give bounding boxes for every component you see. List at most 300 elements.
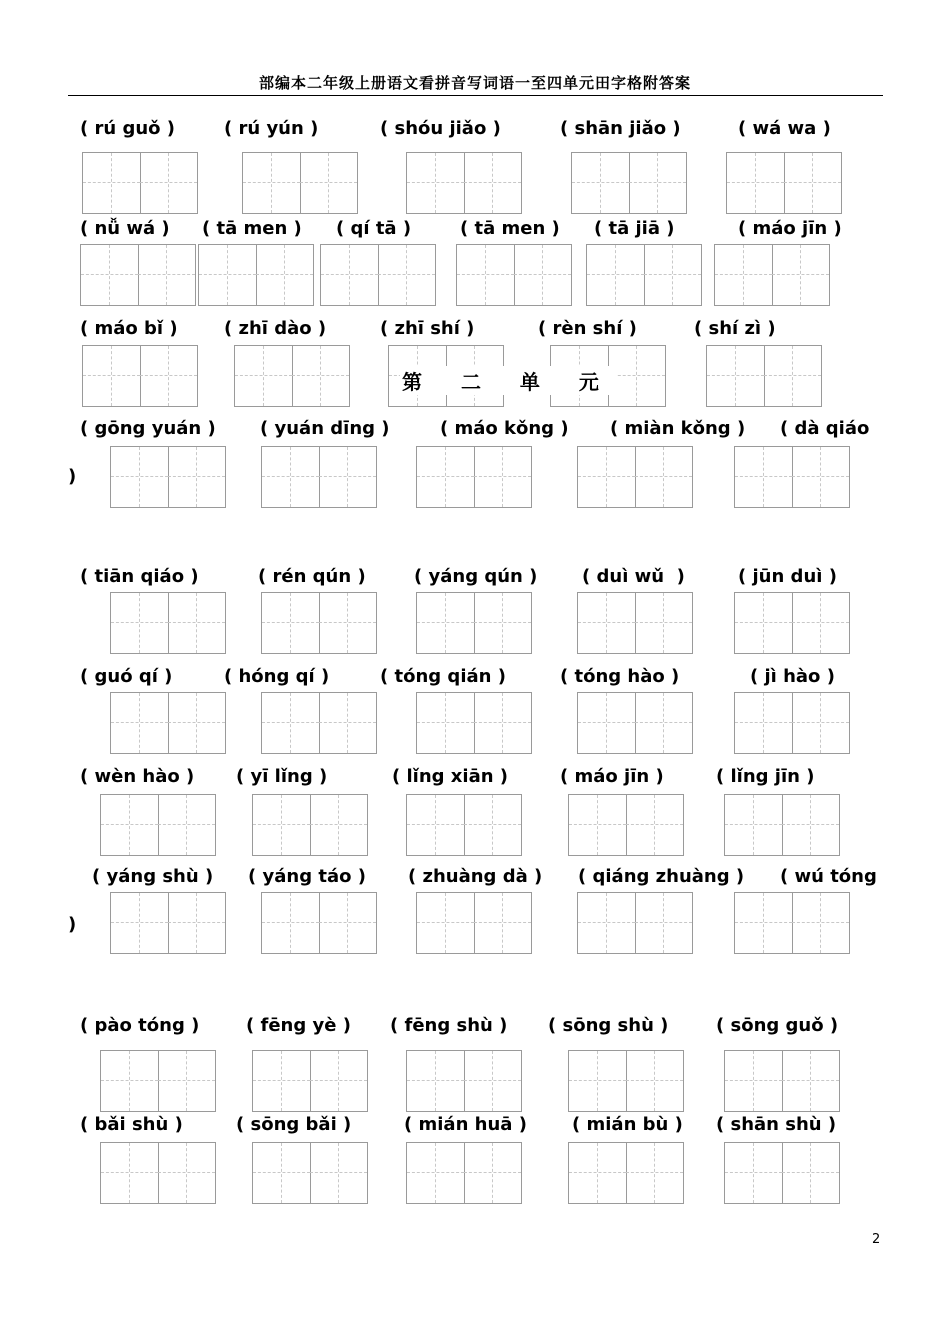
tianzige-answer-box[interactable] — [110, 592, 226, 654]
tianzige-answer-box[interactable] — [734, 692, 850, 754]
cell-guide-vertical — [271, 153, 272, 213]
tianzige-answer-box[interactable] — [82, 345, 198, 407]
character-cell[interactable] — [407, 1143, 465, 1203]
cell-guide-horizontal — [417, 722, 474, 723]
character-cell[interactable] — [310, 1051, 367, 1111]
cell-guide-horizontal — [199, 274, 256, 275]
cell-guide-horizontal — [417, 622, 474, 623]
character-cell[interactable] — [262, 593, 320, 653]
character-cell[interactable] — [310, 1143, 367, 1203]
cell-guide-vertical — [338, 795, 339, 855]
character-cell[interactable] — [111, 893, 169, 953]
character-cell[interactable] — [83, 346, 141, 406]
tianzige-answer-box[interactable] — [734, 446, 850, 508]
cell-guide-horizontal — [140, 375, 197, 376]
pinyin-prompt: ( yáng táo ) — [248, 866, 366, 887]
character-cell[interactable] — [464, 1143, 521, 1203]
cell-guide-vertical — [606, 593, 607, 653]
cell-guide-vertical — [810, 795, 811, 855]
character-cell[interactable] — [792, 447, 849, 507]
cell-guide-vertical — [139, 593, 140, 653]
cell-guide-horizontal — [235, 375, 292, 376]
character-cell[interactable] — [262, 693, 320, 753]
cell-guide-horizontal — [715, 274, 772, 275]
tianzige-answer-box[interactable] — [734, 592, 850, 654]
cell-guide-vertical — [290, 693, 291, 753]
character-cell[interactable] — [569, 1143, 627, 1203]
character-cell[interactable] — [715, 245, 773, 305]
character-cell[interactable] — [727, 153, 785, 213]
cell-guide-horizontal — [168, 922, 225, 923]
tianzige-answer-box[interactable] — [320, 244, 436, 306]
character-cell[interactable] — [735, 593, 793, 653]
tianzige-answer-box[interactable] — [577, 446, 693, 508]
tianzige-answer-box[interactable] — [406, 1050, 522, 1112]
tianzige-answer-box[interactable] — [261, 692, 377, 754]
tianzige-answer-box[interactable] — [252, 1142, 368, 1204]
cell-guide-horizontal — [158, 1080, 215, 1081]
character-cell[interactable] — [407, 1051, 465, 1111]
cell-guide-vertical — [600, 153, 601, 213]
character-cell[interactable] — [111, 593, 169, 653]
character-cell[interactable] — [782, 1143, 839, 1203]
cell-guide-vertical — [606, 447, 607, 507]
character-cell[interactable] — [792, 593, 849, 653]
character-cell[interactable] — [319, 893, 376, 953]
pinyin-prompt: ( sōng guǒ ) — [716, 1015, 839, 1036]
tianzige-answer-box[interactable] — [261, 592, 377, 654]
cell-guide-vertical — [492, 1051, 493, 1111]
tianzige-answer-box[interactable] — [100, 1142, 216, 1204]
character-cell[interactable] — [578, 593, 636, 653]
tianzige-answer-box[interactable] — [586, 244, 702, 306]
character-cell[interactable] — [792, 893, 849, 953]
cell-guide-vertical — [445, 693, 446, 753]
character-cell[interactable] — [407, 153, 465, 213]
cell-guide-vertical — [435, 1051, 436, 1111]
cell-guide-horizontal — [81, 274, 138, 275]
character-cell[interactable] — [168, 593, 225, 653]
pinyin-prompt: ( duì wǔ ) — [582, 566, 685, 587]
pinyin-prompt: ( tā men ) — [460, 218, 560, 239]
cell-guide-vertical — [186, 1051, 187, 1111]
cell-guide-vertical — [281, 1051, 282, 1111]
character-cell[interactable] — [792, 693, 849, 753]
pinyin-prompt: ( tóng qián ) — [380, 666, 506, 687]
character-cell[interactable] — [569, 795, 627, 855]
tianzige-answer-box[interactable] — [80, 244, 196, 306]
cell-guide-horizontal — [635, 622, 692, 623]
cell-guide-vertical — [636, 346, 637, 406]
tianzige-answer-box[interactable] — [416, 692, 532, 754]
character-cell[interactable] — [464, 795, 521, 855]
character-cell[interactable] — [725, 1143, 783, 1203]
cell-guide-horizontal — [417, 476, 474, 477]
pinyin-prompt: ( yī lǐng ) — [236, 766, 328, 787]
character-cell[interactable] — [83, 153, 141, 213]
cell-guide-horizontal — [83, 375, 140, 376]
cell-guide-vertical — [812, 153, 813, 213]
pinyin-prompt: ( fēng shù ) — [390, 1015, 508, 1036]
cell-guide-vertical — [492, 153, 493, 213]
cell-guide-horizontal — [292, 375, 349, 376]
character-cell[interactable] — [101, 1143, 159, 1203]
character-cell[interactable] — [629, 153, 686, 213]
character-cell[interactable] — [707, 346, 765, 406]
cell-guide-horizontal — [772, 274, 829, 275]
cell-guide-vertical — [168, 346, 169, 406]
cell-guide-vertical — [820, 593, 821, 653]
cell-guide-vertical — [129, 795, 130, 855]
pinyin-prompt: ( miàn kǒng ) — [610, 418, 746, 439]
tianzige-answer-box[interactable] — [456, 244, 572, 306]
character-cell[interactable] — [262, 893, 320, 953]
tianzige-answer-box[interactable] — [261, 892, 377, 954]
cell-guide-vertical — [485, 245, 486, 305]
tianzige-answer-box[interactable] — [198, 244, 314, 306]
cell-guide-horizontal — [111, 476, 168, 477]
tianzige-answer-box[interactable] — [242, 152, 358, 214]
cell-guide-horizontal — [626, 824, 683, 825]
character-cell[interactable] — [635, 893, 692, 953]
cell-guide-vertical — [735, 346, 736, 406]
pinyin-prompt: ( tiān qiáo ) — [80, 566, 199, 587]
character-cell[interactable] — [101, 1051, 159, 1111]
cell-guide-horizontal — [407, 1172, 464, 1173]
cell-guide-horizontal — [626, 1080, 683, 1081]
character-cell[interactable] — [772, 245, 829, 305]
pinyin-prompt: ( hóng qí ) — [224, 666, 330, 687]
tianzige-answer-box[interactable] — [416, 446, 532, 508]
character-cell[interactable] — [735, 893, 793, 953]
character-cell[interactable] — [256, 245, 313, 305]
cell-guide-vertical — [406, 245, 407, 305]
cell-guide-vertical — [502, 693, 503, 753]
cell-guide-horizontal — [300, 182, 357, 183]
pinyin-prompt: ( rú yún ) — [224, 118, 319, 139]
tianzige-answer-box[interactable] — [110, 892, 226, 954]
character-cell[interactable] — [782, 1051, 839, 1111]
tianzige-answer-box[interactable] — [724, 1142, 840, 1204]
pinyin-prompt: ( qiáng zhuàng ) — [578, 866, 745, 887]
character-cell[interactable] — [378, 245, 435, 305]
cell-guide-horizontal — [101, 824, 158, 825]
tianzige-answer-box[interactable] — [406, 794, 522, 856]
cell-guide-vertical — [743, 245, 744, 305]
cell-guide-horizontal — [635, 476, 692, 477]
cell-guide-horizontal — [635, 922, 692, 923]
character-cell[interactable] — [474, 893, 531, 953]
cell-guide-vertical — [109, 245, 110, 305]
character-cell[interactable] — [417, 447, 475, 507]
character-cell[interactable] — [417, 593, 475, 653]
character-cell[interactable] — [310, 795, 367, 855]
cell-guide-vertical — [654, 1051, 655, 1111]
cell-guide-vertical — [663, 447, 664, 507]
cell-guide-vertical — [196, 593, 197, 653]
cell-guide-horizontal — [417, 922, 474, 923]
character-cell[interactable] — [474, 693, 531, 753]
character-cell[interactable] — [735, 693, 793, 753]
cell-guide-vertical — [654, 795, 655, 855]
pinyin-prompt: ( mián bù ) — [572, 1114, 683, 1135]
cell-guide-vertical — [654, 1143, 655, 1203]
pinyin-prompt: ( zhī shí ) — [380, 318, 475, 339]
cell-guide-vertical — [186, 795, 187, 855]
character-cell[interactable] — [572, 153, 630, 213]
character-cell[interactable] — [158, 1143, 215, 1203]
character-cell[interactable] — [321, 245, 379, 305]
tianzige-answer-box[interactable] — [568, 794, 684, 856]
cell-guide-horizontal — [474, 922, 531, 923]
tianzige-answer-box[interactable] — [726, 152, 842, 214]
character-cell[interactable] — [199, 245, 257, 305]
cell-guide-horizontal — [626, 1172, 683, 1173]
cell-guide-horizontal — [474, 622, 531, 623]
cell-guide-vertical — [435, 795, 436, 855]
cell-guide-horizontal — [782, 1172, 839, 1173]
cell-guide-vertical — [328, 153, 329, 213]
character-cell[interactable] — [319, 693, 376, 753]
character-cell[interactable] — [474, 447, 531, 507]
pinyin-prompt: ( wèn hào ) — [80, 766, 195, 787]
pinyin-prompt: ( lǐng jīn ) — [716, 766, 815, 787]
character-cell[interactable] — [319, 593, 376, 653]
tianzige-answer-box[interactable] — [82, 152, 198, 214]
character-cell[interactable] — [253, 1051, 311, 1111]
character-cell[interactable] — [635, 693, 692, 753]
tianzige-answer-box[interactable] — [734, 892, 850, 954]
character-cell[interactable] — [644, 245, 701, 305]
cell-guide-vertical — [763, 447, 764, 507]
cell-guide-vertical — [347, 693, 348, 753]
character-cell[interactable] — [138, 245, 195, 305]
cell-guide-horizontal — [569, 824, 626, 825]
cell-guide-horizontal — [569, 1172, 626, 1173]
tianzige-answer-box[interactable] — [252, 1050, 368, 1112]
tianzige-answer-box[interactable] — [706, 345, 822, 407]
pinyin-prompt: ( fēng yè ) — [246, 1015, 351, 1036]
cell-guide-horizontal — [792, 922, 849, 923]
tianzige-answer-box[interactable] — [252, 794, 368, 856]
cell-guide-horizontal — [725, 1172, 782, 1173]
character-cell[interactable] — [158, 1051, 215, 1111]
character-cell[interactable] — [407, 795, 465, 855]
character-cell[interactable] — [735, 447, 793, 507]
tianzige-answer-box[interactable] — [568, 1142, 684, 1204]
cell-guide-horizontal — [168, 722, 225, 723]
character-cell[interactable] — [319, 447, 376, 507]
pinyin-prompt: ( zhī dào ) — [224, 318, 327, 339]
character-cell[interactable] — [626, 1051, 683, 1111]
cell-guide-vertical — [753, 1051, 754, 1111]
tianzige-answer-box[interactable] — [234, 345, 350, 407]
character-cell[interactable] — [111, 447, 169, 507]
character-cell[interactable] — [417, 893, 475, 953]
cell-guide-vertical — [196, 693, 197, 753]
cell-guide-vertical — [168, 153, 169, 213]
pinyin-prompt: ( shān jiǎo ) — [560, 118, 681, 139]
cell-guide-horizontal — [569, 1080, 626, 1081]
cell-guide-vertical — [435, 153, 436, 213]
character-cell[interactable] — [782, 795, 839, 855]
tianzige-answer-box[interactable] — [416, 592, 532, 654]
cell-guide-vertical — [606, 693, 607, 753]
character-cell[interactable] — [464, 153, 521, 213]
character-cell[interactable] — [578, 693, 636, 753]
character-cell[interactable] — [764, 346, 821, 406]
pinyin-prompt: ( gōng yuán ) — [80, 418, 216, 439]
character-cell[interactable] — [101, 795, 159, 855]
character-cell[interactable] — [725, 795, 783, 855]
character-cell[interactable] — [457, 245, 515, 305]
cell-guide-horizontal — [735, 722, 792, 723]
character-cell[interactable] — [140, 153, 197, 213]
cell-guide-vertical — [492, 795, 493, 855]
character-cell[interactable] — [168, 693, 225, 753]
cell-guide-horizontal — [635, 722, 692, 723]
cell-guide-horizontal — [578, 722, 635, 723]
character-cell[interactable] — [578, 447, 636, 507]
cell-guide-vertical — [663, 593, 664, 653]
character-cell[interactable] — [587, 245, 645, 305]
cell-guide-vertical — [753, 1143, 754, 1203]
cell-guide-vertical — [196, 893, 197, 953]
cell-guide-horizontal — [378, 274, 435, 275]
cell-guide-horizontal — [310, 824, 367, 825]
character-cell[interactable] — [81, 245, 139, 305]
character-cell[interactable] — [474, 593, 531, 653]
cell-guide-vertical — [820, 447, 821, 507]
character-cell[interactable] — [168, 893, 225, 953]
cell-guide-vertical — [284, 245, 285, 305]
character-cell[interactable] — [168, 447, 225, 507]
character-cell[interactable] — [235, 346, 293, 406]
character-cell[interactable] — [464, 1051, 521, 1111]
cell-guide-horizontal — [725, 824, 782, 825]
cell-guide-vertical — [615, 245, 616, 305]
cell-guide-horizontal — [464, 824, 521, 825]
page-header: 部编本二年级上册语文看拼音写词语一至四单元田字格附答案 — [258, 74, 691, 92]
cell-guide-horizontal — [457, 274, 514, 275]
cell-guide-vertical — [139, 447, 140, 507]
character-cell[interactable] — [725, 1051, 783, 1111]
pinyin-prompt: ( qí tā ) — [336, 218, 412, 239]
character-cell[interactable] — [253, 1143, 311, 1203]
pinyin-prompt: ( wú tóng — [780, 866, 877, 887]
tianzige-answer-box[interactable] — [100, 1050, 216, 1112]
cell-guide-vertical — [445, 447, 446, 507]
pinyin-prompt: ( shóu jiǎo ) — [380, 118, 501, 139]
cell-guide-vertical — [763, 693, 764, 753]
cell-guide-vertical — [435, 1143, 436, 1203]
cell-guide-horizontal — [262, 722, 319, 723]
pinyin-prompt: ( bǎi shù ) — [80, 1114, 183, 1135]
character-cell[interactable] — [635, 447, 692, 507]
tianzige-answer-box[interactable] — [406, 152, 522, 214]
tianzige-answer-box[interactable] — [571, 152, 687, 214]
tianzige-answer-box[interactable] — [724, 1050, 840, 1112]
character-cell[interactable] — [140, 346, 197, 406]
cell-guide-vertical — [820, 893, 821, 953]
tianzige-answer-box[interactable] — [110, 446, 226, 508]
cell-guide-horizontal — [782, 1080, 839, 1081]
tianzige-answer-box[interactable] — [406, 1142, 522, 1204]
cell-guide-horizontal — [578, 922, 635, 923]
cell-guide-horizontal — [407, 182, 464, 183]
character-cell[interactable] — [158, 795, 215, 855]
tianzige-answer-box[interactable] — [100, 794, 216, 856]
character-cell[interactable] — [253, 795, 311, 855]
cell-guide-vertical — [111, 346, 112, 406]
tianzige-answer-box[interactable] — [110, 692, 226, 754]
tianzige-answer-box[interactable] — [714, 244, 830, 306]
cell-guide-vertical — [227, 245, 228, 305]
character-cell[interactable] — [784, 153, 841, 213]
pinyin-prompt: ( tā jiā ) — [594, 218, 675, 239]
cell-guide-vertical — [820, 693, 821, 753]
character-cell[interactable] — [262, 447, 320, 507]
cell-guide-vertical — [347, 893, 348, 953]
character-cell[interactable] — [243, 153, 301, 213]
tianzige-answer-box[interactable] — [577, 592, 693, 654]
tianzige-answer-box[interactable] — [724, 794, 840, 856]
cell-guide-vertical — [800, 245, 801, 305]
cell-guide-horizontal — [464, 182, 521, 183]
cell-guide-horizontal — [784, 182, 841, 183]
character-cell[interactable] — [626, 1143, 683, 1203]
cell-guide-horizontal — [101, 1172, 158, 1173]
cell-guide-vertical — [166, 245, 167, 305]
character-cell[interactable] — [626, 795, 683, 855]
cell-guide-horizontal — [243, 182, 300, 183]
cell-guide-horizontal — [319, 476, 376, 477]
cell-guide-vertical — [347, 447, 348, 507]
tianzige-answer-box[interactable] — [577, 892, 693, 954]
cell-guide-horizontal — [319, 722, 376, 723]
cell-guide-horizontal — [764, 375, 821, 376]
tianzige-answer-box[interactable] — [568, 1050, 684, 1112]
cell-guide-horizontal — [792, 476, 849, 477]
cell-guide-horizontal — [253, 1172, 310, 1173]
cell-guide-horizontal — [464, 1080, 521, 1081]
cell-guide-horizontal — [572, 182, 629, 183]
character-cell[interactable] — [292, 346, 349, 406]
character-cell[interactable] — [578, 893, 636, 953]
tianzige-answer-box[interactable] — [261, 446, 377, 508]
cell-guide-vertical — [139, 893, 140, 953]
tianzige-answer-box[interactable] — [416, 892, 532, 954]
pinyin-prompt: ( nǚ wá ) — [80, 218, 170, 239]
cell-guide-vertical — [542, 245, 543, 305]
character-cell[interactable] — [635, 593, 692, 653]
pinyin-prompt: ( yuán dīng ) — [260, 418, 390, 439]
pinyin-prompt: ( dà qiáo — [780, 418, 870, 439]
pinyin-prompt: ( jūn duì ) — [738, 566, 837, 587]
wrap-closer: ) — [68, 466, 77, 487]
character-cell[interactable] — [514, 245, 571, 305]
character-cell[interactable] — [300, 153, 357, 213]
character-cell[interactable] — [569, 1051, 627, 1111]
cell-guide-horizontal — [140, 182, 197, 183]
pinyin-prompt: ( shí zì ) — [694, 318, 776, 339]
cell-guide-horizontal — [158, 824, 215, 825]
character-cell[interactable] — [417, 693, 475, 753]
pinyin-prompt: ( zhuàng dà ) — [408, 866, 543, 887]
cell-guide-vertical — [338, 1051, 339, 1111]
tianzige-answer-box[interactable] — [577, 692, 693, 754]
character-cell[interactable] — [111, 693, 169, 753]
